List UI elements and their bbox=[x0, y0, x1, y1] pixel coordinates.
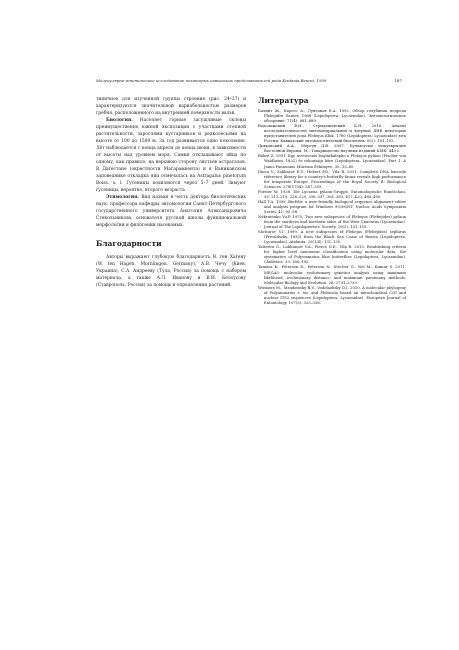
etymology-label: Этимология. bbox=[106, 195, 139, 200]
reference-item: Tamura K., Peterson D., Peterson N., Stecher G., Nei M., Kumar S. 2011. MEGA5: molecular evolutionary genetics analysis using maximum likelihood, evolutionary distance, and maximum parsimony methods. Molecular Biology and Evolution. 28: 2731–2739. bbox=[258, 265, 406, 285]
acknowledgements-heading: Благодарности bbox=[96, 239, 162, 248]
biology-label: Биология. bbox=[106, 118, 133, 123]
etymology-paragraph bbox=[96, 194, 246, 229]
etymology-text: Вид назван в честь доктора биологических наук, профессора кафедры энтомологии Санкт-Петербургского государственного университета Анатолия Александровича Стекольникова, основателя русской школы функциональной морфологии и филогении насекомых. bbox=[96, 195, 246, 228]
page-number: 187 bbox=[394, 78, 402, 83]
left-column bbox=[96, 96, 246, 289]
biology-paragraph bbox=[96, 117, 246, 194]
reference-item: Nekrutenko Yu.P. 1975. Two new subspecies of Plebejus (Plebejides) pylaon from the southern and northern sides of the West Caucasus (Lycaenidae). Journal of The Lepidopterists' Society. 29(3): 151–155. bbox=[258, 214, 406, 230]
right-column bbox=[258, 96, 406, 306]
morphology-paragraph-end: типичное для изученной группы строение (рис. 24–27) и характеризуются значительной вариабельностью размеров гребня, расположенного на внутренней поверхности вальв. bbox=[96, 97, 246, 116]
reference-item: Wiemers M., Stradomsky B.V., Vodolazhsky D.I. 2010. A molecular phylogeny of Polyommatus s. str. and Plebicula based on mitochondrial COI and nuclear ITS2 sequences (Lepidoptera: Lycaenidae). European Journal of Entomology. 107(3): 325–336. bbox=[258, 285, 406, 305]
reference-item: Bálint Z. 1991. Egy nevtovenis boglárkalepke a Plebejus pylaon (Fischer von Waldheim, 1832) és rokonsági köre (Lepidoptera, Lycaenidae). Part 1. A Janus Pannonius Múzeum Évkönyve. 35: 35–60. bbox=[258, 154, 406, 169]
reference-item: Hall T.A. 1999. BioEdit: a user-friendly biological sequence alignment editor and analysis program for Windows 95/98/NT. Nucleic Acids Symposium Series. 41: 95–98. bbox=[258, 199, 406, 214]
reference-item: Talavera G., Lukhtanov V.A., Pierce N.E., Vila R. 2013. Establishing criteria for higher level taxonomic classification using molecular data: the systematics of Polyommatus blue butterflies (Lepidoptera, Lycaenidae). Cladistics. 29: 166–192. bbox=[258, 245, 406, 265]
references-heading: Литература bbox=[258, 96, 309, 105]
biology-text: Населяет горные засушливые склоны преимущественно южной экспозиции с участками степной растительности, зарослями кустарников и редколесьями на высоте от 100 до 1500 м. За год развивается одно поколение. Лёт наблюдается с конца апреля до конца июня, в зависимости от высоты над уровнем моря. Самки откладывают яйца по одному, как правило, на верхнюю сторону листьев астрагалов. В Дагестане (окрестности Магарамкента) и в Ваниканском заповеднике откладка яиц отмечалась на Astragalus pinetorum Boiss. s. l. Гусеницы появляются через 5–7 дней. Зимуют гусеницы, вероятно, второго возраста. bbox=[96, 118, 246, 193]
reference-item: Dinca V., Zakharov E.V., Hebert P.D., Vila R. 2011. Complete DNA barcode reference library for a country's butterfly fauna reveals high performance for temperate Europe. Proceedings of the Royal Society B: Biological Sciences. 278(1704): 347–355. bbox=[258, 169, 406, 189]
reference-item: Водолажский В.Н., Стрыдашевский Б.Н. 2010. Анализ последовательностей митохондриальной и ядерной ДНК некоторых представителей рода Plebejus Kluk, 1780 (Lepidoptera: Lycaenidae) юга России. Кавказский энтомологический бюллетень. 6(2): 191–192. bbox=[258, 124, 406, 144]
running-title: Молекулярно-генетическое исследование некоторых кавказских представителей рода Kretania Beuret, 1959 bbox=[96, 78, 327, 83]
reference-item: Балинт Ж., Каргес А., Лунгаков Е.А. 1992. Обзор голубянок подрода Plebejides Sauter, 1968 (Lepidoptera: Lycaenidae). Энтомологическое обозрение. 71(4): 881–889. bbox=[258, 109, 406, 124]
acknowledgements-paragraph: Авторы выражают глубокую благодарность В. тен Хагену (W. ten Hagen, Mornlingen, Germany), А.В. Чечу (Киев, Украина), С.А. Андрееву (Тула, Россия) за помощь с набором материала, а также А.Л. Иванову и В.И. Белоусову (Ставрополь, Россия) за помощь в определении растений. bbox=[96, 255, 246, 288]
page-header bbox=[96, 78, 402, 88]
reference-item: Forster W. 1938. Die Lycaena pylaon-Gruppe. Entomologische Rundschau. 55: 213–219, 226–229, 336–337, 361–363, 417–420, 485–490. bbox=[258, 189, 406, 199]
reference-item: Shchurov V.I. 1999. A new subspecies of Plebejus (Plebejides) sephirus (Frivaldszky, 1835) from the Black Sea Coast of Russia (Lepidoptera, Lycaenidae). Atalanta. 29(1/4): 131–135. bbox=[258, 230, 406, 245]
reference-item: Дьяконский А.А., Моргун Д.В. 2007. Булавоусые чешуекрылые Восточной Европы. М.: Товарищество научных изданий КМК. 443 с. bbox=[258, 144, 406, 154]
